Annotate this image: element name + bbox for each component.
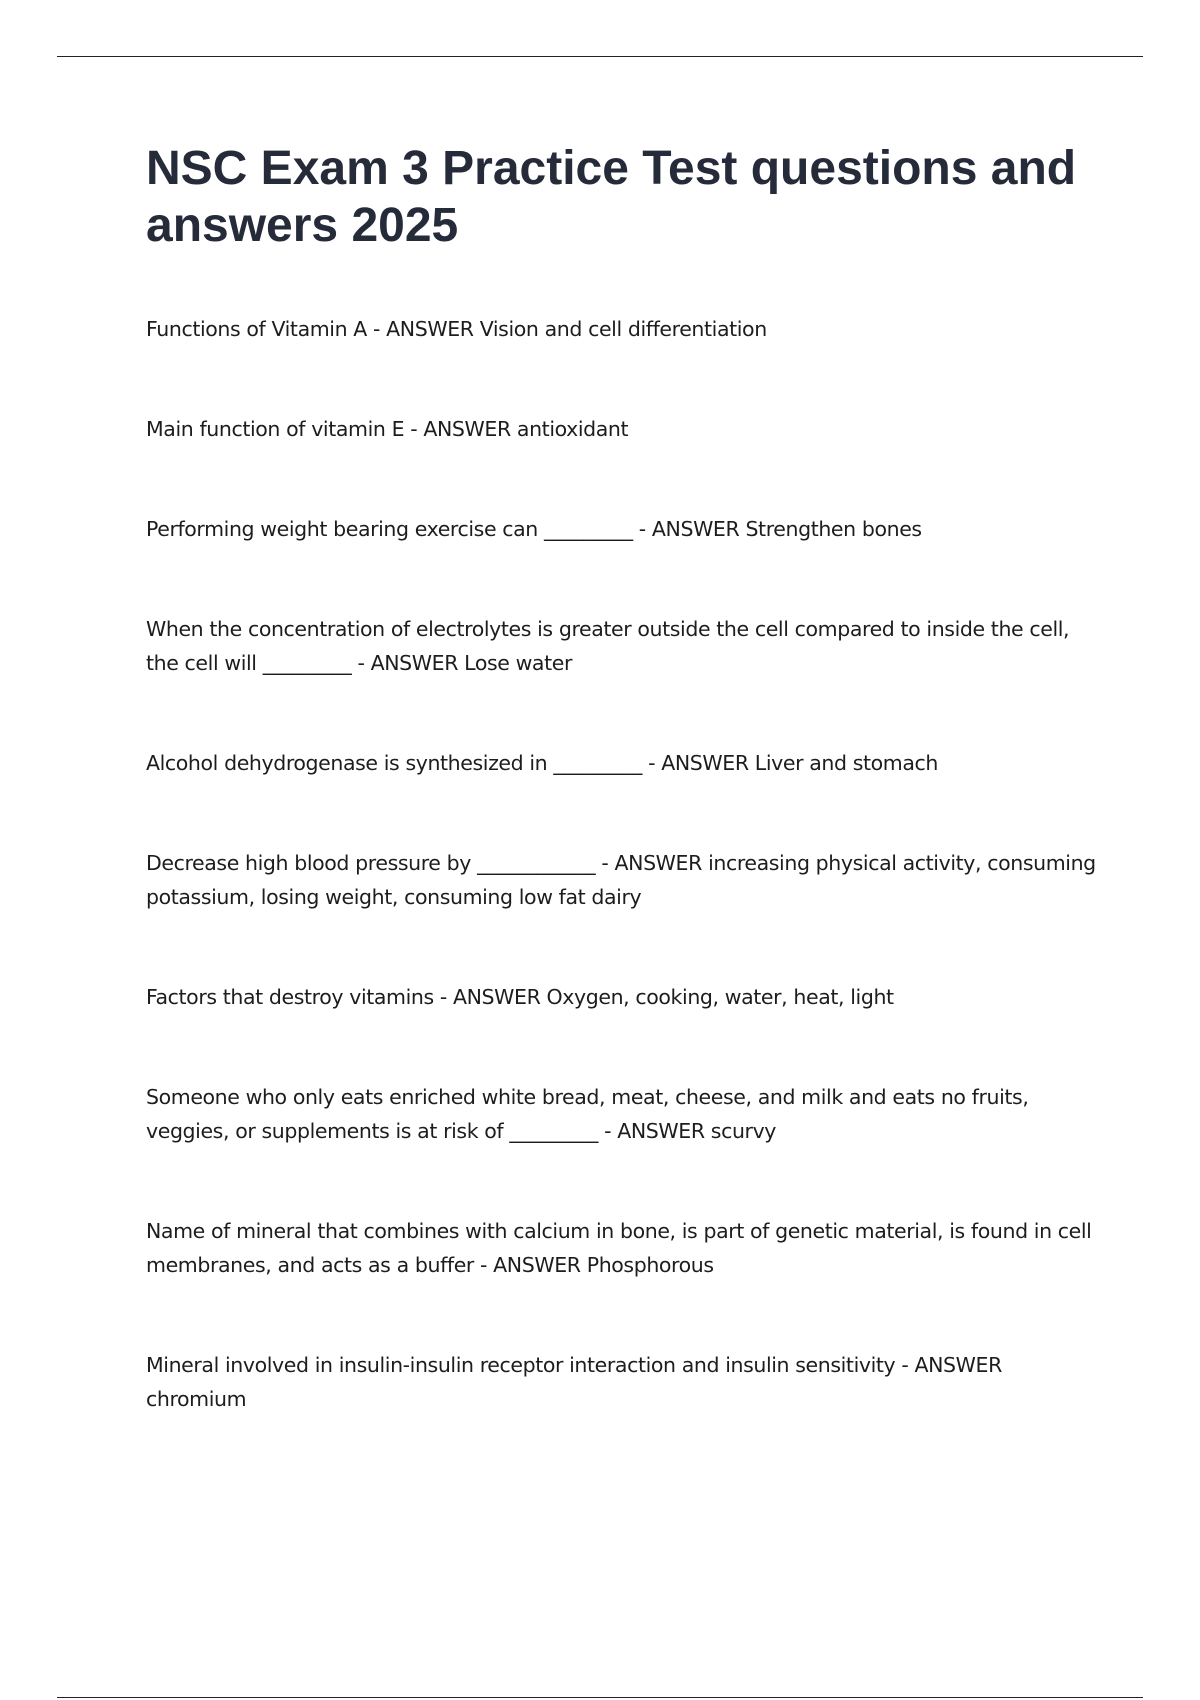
qa-item: Decrease high blood pressure by ____________ - ANSWER increasing physical activity, consuming potassium, losing weight, consuming low fat dairy xyxy=(146,851,1096,909)
qa-item: Main function of vitamin E - ANSWER antioxidant xyxy=(146,417,629,441)
qa-item: Factors that destroy vitamins - ANSWER Oxygen, cooking, water, heat, light xyxy=(146,985,894,1009)
page-title: NSC Exam 3 Practice Test questions and answers 2025 xyxy=(146,142,1077,252)
document-page xyxy=(146,140,1106,1482)
qa-item: Functions of Vitamin A - ANSWER Vision and cell differentiation xyxy=(146,317,767,341)
qa-item: Alcohol dehydrogenase is synthesized in _________ - ANSWER Liver and stomach xyxy=(146,751,938,775)
bottom-divider xyxy=(57,1697,1143,1698)
qa-list xyxy=(146,312,1106,1416)
qa-item: When the concentration of electrolytes is greater outside the cell compared to inside the cell, the cell will _________ - ANSWER Lose water xyxy=(146,617,1070,675)
qa-item: Mineral involved in insulin-insulin receptor interaction and insulin sensitivity - ANSWER chromium xyxy=(146,1353,1002,1411)
qa-item: Someone who only eats enriched white bread, meat, cheese, and milk and eats no fruits, veggies, or supplements is at risk of _________ - ANSWER scurvy xyxy=(146,1085,1029,1143)
top-divider xyxy=(57,56,1143,57)
qa-item: Name of mineral that combines with calcium in bone, is part of genetic material, is found in cell membranes, and acts as a buffer - ANSWER Phosphorous xyxy=(146,1219,1092,1277)
qa-item: Performing weight bearing exercise can _________ - ANSWER Strengthen bones xyxy=(146,517,922,541)
